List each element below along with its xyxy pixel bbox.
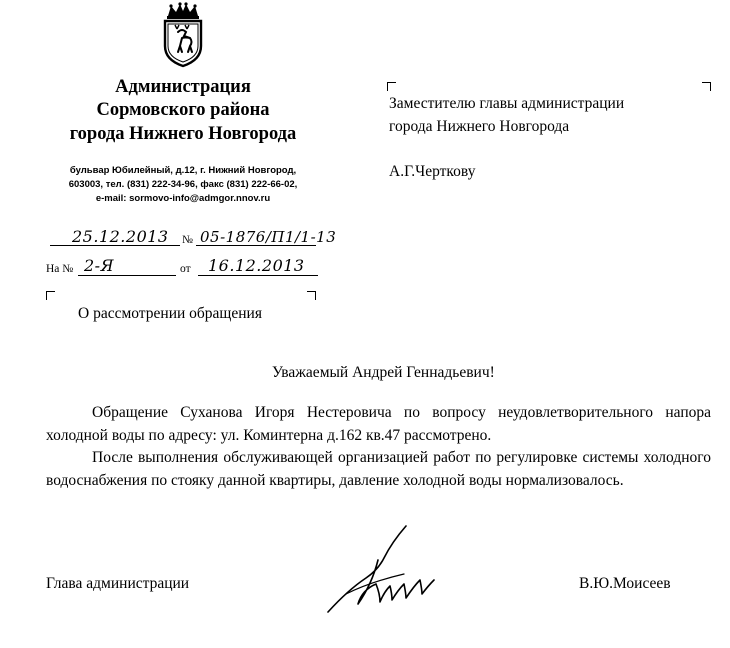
ref-date: 16.12.2013 — [208, 256, 305, 275]
org-name-line-3: города Нижнего Новгорода — [69, 124, 297, 144]
body-paragraph-2: После выполнения обслуживающей организацией работ по регулировке системы холодного водоснабжения по стояку данной квартиры, давление холодной воды нормализовалось. — [46, 449, 711, 489]
subject-corner-right — [307, 291, 316, 300]
org-name-line-2: Сормовского района — [96, 100, 270, 120]
ref-number: 2-Я — [84, 256, 115, 275]
ref-prefix: На № — [46, 263, 74, 275]
org-name-line-1: Администрация — [115, 77, 251, 97]
org-address-line-2: 603003, тел. (831) 222-34-96, факс (831) 222-66-02, — [68, 179, 298, 190]
salutation: Уважаемый Андрей Геннадьевич! — [272, 364, 495, 381]
org-email-line: e-mail: sormovo-info@admgor.nnov.ru — [95, 193, 271, 204]
handwritten-signature-icon — [318, 520, 436, 620]
body-paragraph-1: Обращение Суханова Игоря Нестеровича по вопросу неудовлетворительного напора холодной воды по адресу: ул. Коминтерна д.162 кв.47 рассмотрено. — [46, 404, 711, 444]
subject-line: О рассмотрении обращения — [78, 305, 262, 322]
subject-corner-left — [46, 291, 55, 300]
ref-number-underline — [78, 275, 176, 276]
org-address-line-1: бульвар Юбилейный, д.12, г. Нижний Новгород, — [69, 165, 297, 176]
reg-number-sign: № — [182, 234, 193, 246]
recipient-corner-left — [387, 82, 396, 91]
ref-date-underline — [198, 275, 318, 276]
recipient-line-2: города Нижнего Новгорода — [389, 118, 570, 135]
recipient-name: А.Г.Черткову — [389, 163, 476, 180]
coat-of-arms-icon — [160, 2, 206, 68]
recipient-corner-right — [702, 82, 711, 91]
reg-number: 05-1876/П1/1-13 — [200, 228, 337, 246]
signoff-name: В.Ю.Моисеев — [579, 575, 671, 592]
signoff-position: Глава администрации — [46, 575, 190, 592]
reg-date: 25.12.2013 — [72, 227, 169, 246]
ref-from: от — [180, 263, 191, 275]
recipient-line-1: Заместителю главы администрации — [389, 95, 625, 112]
